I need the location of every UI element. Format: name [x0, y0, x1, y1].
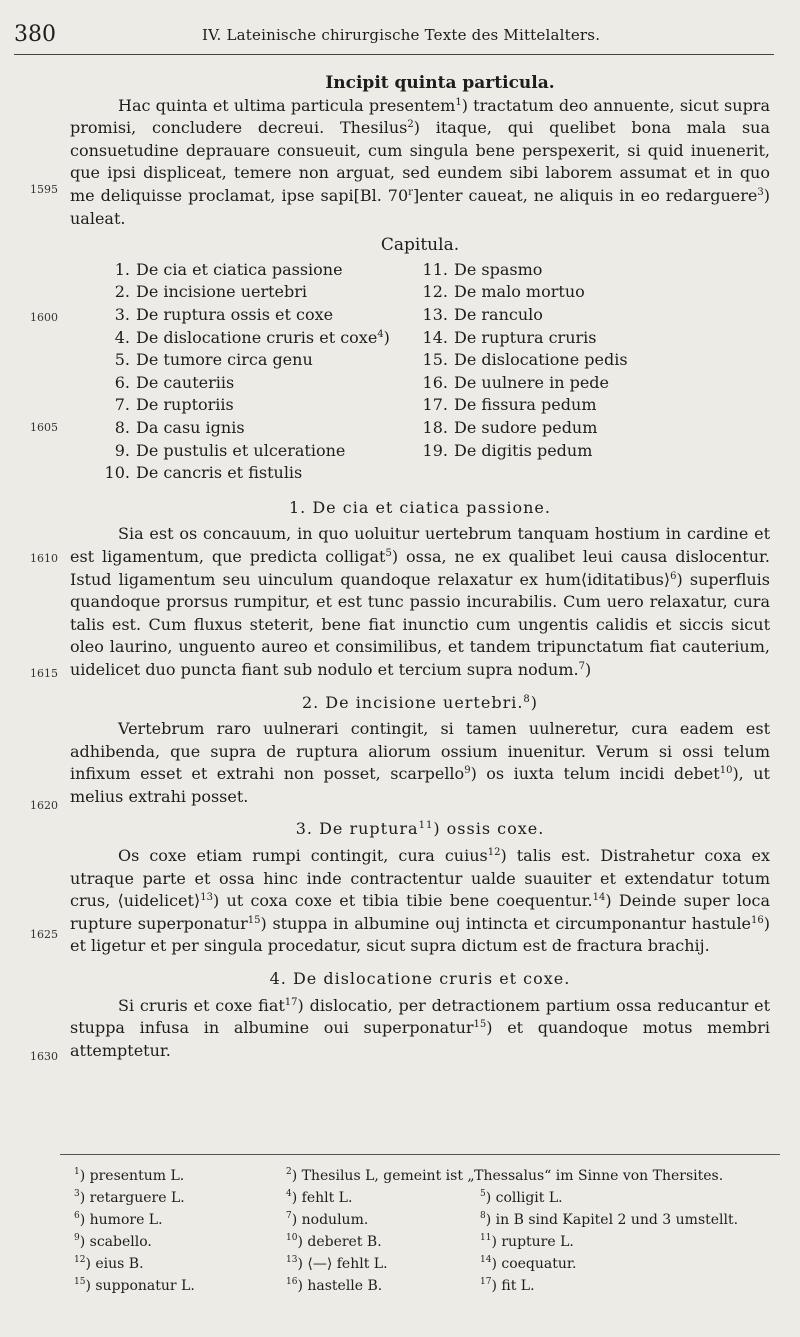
footnote-ref: 5 — [385, 547, 392, 559]
text-run: ) itaque, qui quelibet bona mala sua consuetudine deprauare consueuit, cum singula bene perspexerit, si quid inuenerit, que ipsi displiceat, temere non arguat, sed eundem sibi laborem assumat et in quo me deliquisse proclamat, ipse sapi[Bl. 70 — [70, 118, 770, 205]
footnote-ref: 13 — [200, 892, 213, 904]
footnote: $^1$) presentum L. — [74, 1167, 185, 1184]
text-run: ) tractatum deo annuente, sicut supra promisi, concludere decreui. Thesilus — [70, 95, 770, 138]
chapter-item: 10. De cancris et fistulis — [104, 463, 303, 483]
footnote: $^6$) humore L. — [74, 1211, 163, 1228]
chapter-list-left — [92, 259, 412, 485]
chapter-item: 14. De ruptura cruris — [422, 327, 597, 347]
chapter-list — [70, 259, 770, 487]
chapter-item: 2. De incisione uertebri — [114, 282, 308, 302]
footnote-row — [60, 1231, 780, 1253]
footnote: $^8$) in B sind Kapitel 2 und 3 umstellt. — [480, 1211, 739, 1228]
footnote: $^2$) Thesilus L, gemeint ist „Thessalus“ im Sinne von Thersites. — [286, 1167, 724, 1184]
section-title: 4. De dislocatione cruris et coxe. — [269, 969, 571, 989]
line-number: 1625 — [30, 928, 58, 941]
footnote: $^7$) nodulum. — [286, 1211, 369, 1228]
footnote: $^{10}$) deberet B. — [286, 1233, 382, 1250]
footnote-ref: 14 — [592, 892, 606, 904]
footnote: $^{13}$) ⟨—⟩ fehlt L. — [286, 1255, 388, 1272]
footnote: $^{14}$) coequatur. — [480, 1255, 577, 1272]
text-run: ) ualeat. — [70, 185, 770, 228]
footnote-row — [60, 1165, 780, 1187]
line-number: 1615 — [30, 667, 58, 680]
chapter-item: 15. De dislocatione pedis — [422, 350, 628, 370]
footnote: $^9$) scabello. — [74, 1233, 152, 1250]
line-number-margin — [0, 0, 60, 1337]
text-run: ]enter caueat, ne aliquis in eo redarguere — [412, 185, 758, 205]
line-number: 1600 — [30, 311, 58, 324]
footnote: $^{12}$) eius B. — [74, 1255, 144, 1272]
footnotes — [60, 1154, 780, 1297]
footnote-row — [60, 1187, 780, 1209]
chapter-item: 1. De cia et ciatica passione — [114, 259, 343, 279]
line-number: 1610 — [30, 552, 58, 565]
section-paragraph: Vertebrum raro uulnerari contingit, si tamen uulneretur, cura eadem est adhibenda, que supra de ruptura aliorum ossium inuenitur. Verum si ossi telum infixum esset et extrahi non posset, scarpello$^9$) os iuxta telum incidi debet$^{10}$), ut melius extrahi posset. — [70, 719, 770, 806]
footnote: $^4$) fehlt L. — [286, 1189, 353, 1206]
line-number: 1605 — [30, 421, 58, 434]
chapter-item: 18. De sudore pedum — [422, 417, 598, 437]
footnote-ref: 17 — [284, 996, 298, 1008]
footnote: $^{17}$) fit L. — [480, 1277, 535, 1294]
footnote-ref: 15 — [247, 914, 261, 926]
footnote: $^{15}$) supponatur L. — [74, 1277, 195, 1294]
chapter-item: 19. De digitis pedum — [422, 440, 593, 460]
footnote-row — [60, 1275, 780, 1297]
chapter-item: 8. Da casu ignis — [114, 417, 245, 437]
footnote-ref: 10 — [719, 765, 733, 777]
chapter-item: 13. De ranculo — [422, 304, 543, 324]
incipit-heading — [70, 72, 770, 95]
running-head: IV. Lateinische chirurgische Texte des Mittelalters. — [202, 26, 601, 44]
footnote-ref: 3 — [757, 186, 764, 198]
section-title: 1. De cia et ciatica passione. — [289, 497, 551, 517]
section-paragraph: Sia est os concauum, in quo uoluitur uertebrum tanquam hostium in cardine et est ligamentum, que predicta colligat$^5$) ossa, ne ex qualibet leui causa dislocentur. Istud ligamentum seu uinculum quandoque relaxatur ex hum⟨iditatibus⟩$^6$) superfluis quandoque prorsus rumpitur, et est tunc passio incurabilis. Cum uero relaxatur, cura talis est. Cum fluxus steterit, bene fiat inunctio cum ungentis calidis et siccis sicut oleo laurino, unguento aureo et consimilibus, et tandem tripunctatum fiat cauterium, uidelicet duo puncta fiant sub nodulo et tercium supra nodum.$^7$) — [70, 524, 770, 679]
chapter-item: 4. De dislocatione cruris et coxe$^4$) — [114, 327, 390, 347]
footnote: $^{11}$) rupture L. — [480, 1233, 574, 1250]
page-header — [14, 22, 774, 55]
footnote: $^5$) colligit L. — [480, 1189, 563, 1206]
footnote-row — [60, 1253, 780, 1275]
footnote-ref: 11 — [418, 820, 434, 832]
section-title: 3. De ruptura$^{11}$) ossis coxe. — [295, 819, 545, 839]
footnote-ref: 7 — [578, 660, 585, 672]
line-number: 1595 — [30, 183, 58, 196]
page-number: 380 — [14, 22, 56, 47]
section-paragraph: Os coxe etiam rumpi contingit, cura cuius$^{12}$) talis est. Distrahetur coxa ex utraque parte et ossa hinc inde contractentur ualde suauiter et extendatur totum crus, ⟨uidelicet⟩$^{13}$) ut coxa coxe et tibia tibie bene coequentur.$^{14}$) Deinde super loca rupture superponatur$^{15}$) stuppa in albumine ouj intincta et circumponantur hastule$^{16}$) et ligetur et per singula procedatur, sicut supra dictum est de fractura brachij. — [70, 846, 771, 956]
folio-superscript: r — [408, 186, 413, 198]
chapter-item: 12. De malo mortuo — [422, 282, 585, 302]
footnote-row — [60, 1209, 780, 1231]
main-text — [70, 72, 770, 1062]
chapter-item: 5. De tumore circa genu — [114, 350, 313, 370]
footnote-ref: 6 — [670, 570, 677, 582]
line-number: 1630 — [30, 1050, 58, 1063]
chapter-item: 11. De spasmo — [422, 259, 543, 279]
incipit-title: Incipit quinta particula. — [325, 73, 555, 93]
section-paragraph: Si cruris et coxe fiat$^{17}$) dislocatio, per detractionem partium ossa reducantur et stuppa infusa in albumine oui superponatur$^{15}$) et quandoque motus membri attemptetur. — [70, 995, 771, 1060]
chapter-item: 16. De uulnere in pede — [422, 372, 610, 392]
chapter-item: 9. De pustulis et ulceratione — [114, 440, 346, 460]
footnote-ref: 15 — [473, 1019, 487, 1031]
chapter-list-right — [410, 259, 770, 462]
footnote-ref: 1 — [455, 96, 462, 108]
section-title: 2. De incisione uertebri.$^8$) — [301, 692, 539, 712]
incipit-paragraph — [70, 95, 770, 231]
footnote: $^3$) retarguere L. — [74, 1189, 185, 1206]
footnote-ref: 9 — [464, 765, 471, 777]
footnote-ref: 8 — [523, 693, 531, 705]
footnote-ref: 16 — [751, 914, 764, 926]
chapter-item: 6. De cauteriis — [114, 372, 235, 392]
text-run: Hac quinta et ultima particula presentem — [118, 95, 456, 115]
chapter-item: 7. De ruptoriis — [114, 395, 234, 415]
chapter-item: 17. De fissura pedum — [422, 395, 597, 415]
footnote-ref: 4 — [377, 328, 384, 340]
footnote: $^{16}$) hastelle B. — [286, 1277, 383, 1294]
footnote-ref: 12 — [487, 847, 501, 859]
chapter-item: 3. De ruptura ossis et coxe — [114, 304, 334, 324]
capitula-title: Capitula. — [380, 235, 460, 256]
footnote-ref: 2 — [407, 119, 414, 131]
line-number: 1620 — [30, 799, 58, 812]
